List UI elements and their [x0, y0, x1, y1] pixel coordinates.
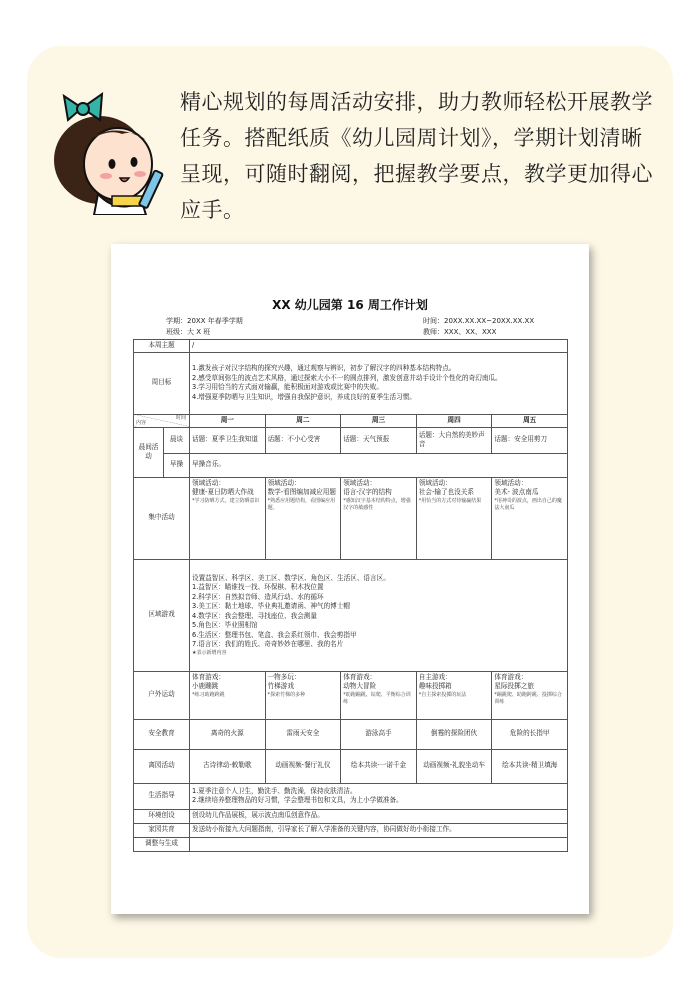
focus-area: 领域活动： — [494, 478, 528, 487]
focus-name: 语言-汉字的结构 — [343, 488, 392, 496]
life-list — [190, 783, 568, 809]
env-label: 环境创设 — [134, 809, 190, 823]
zone-label: 区域游戏 — [134, 559, 190, 671]
focus-note: *用恰当的方式对待输赢结果 — [418, 497, 482, 504]
safety-cell: 危险的长指甲 — [492, 719, 568, 749]
zone-item: 设置益智区、科学区、美工区、数学区、角色区、生活区、语言区。 — [192, 573, 390, 582]
zone-item: 5.角色区：毕业照相馆 — [192, 621, 258, 629]
outdoor-type: 一物多玩： — [267, 672, 301, 681]
outdoor-cell — [341, 671, 417, 719]
outdoor-cell — [492, 671, 568, 719]
day-header: 周三 — [341, 414, 417, 427]
focus-name: 社会-输了也没关系 — [418, 488, 474, 496]
env-value: 创设幼儿作品展板，展示波点南瓜创意作品。 — [190, 809, 568, 823]
talk-cell: 话题：夏季卫生我知道 — [190, 427, 266, 453]
theme-value: / — [190, 340, 568, 353]
plan-table — [133, 339, 568, 852]
weekly-plan-document — [111, 244, 589, 914]
girl-avatar-illustration — [42, 90, 167, 215]
outdoor-type: 体育游戏： — [494, 672, 528, 681]
zone-list — [190, 559, 568, 671]
outdoor-cell — [190, 671, 266, 719]
day-header: 周二 — [265, 414, 341, 427]
goal-list — [190, 352, 568, 414]
home-value: 发送幼小衔接九大问题指南，引导家长了解入学准备的关键内容，协同做好幼小衔接工作。 — [190, 823, 568, 837]
safety-cell: 倒霉的探险团伙 — [416, 719, 492, 749]
class-text: 班级：大 X 班 — [166, 328, 211, 336]
zone-note: ★表示新增内容 — [192, 649, 227, 656]
outdoor-cell — [265, 671, 341, 719]
focus-area: 领域活动： — [267, 478, 301, 487]
intro-paragraph: 精心规划的每周活动安排，助力教师轻松开展教学任务。搭配纸质《幼儿园周计划》，学期计划清晰呈现，可随时翻阅，把握教学要点，教学更加得心应手。 — [180, 90, 653, 222]
leaving-cell: 绘本共读-一诺千金 — [341, 749, 417, 783]
talk-cell: 话题：大自然的美妙声音 — [416, 427, 492, 453]
day-header: 周四 — [416, 414, 492, 427]
focus-cell — [416, 477, 492, 559]
safety-cell: 雷雨天安全 — [265, 719, 341, 749]
focus-area: 领域活动： — [343, 478, 377, 487]
focus-label: 集中活动 — [134, 477, 190, 559]
talk-label: 晨谈 — [164, 427, 190, 453]
goal-label: 周目标 — [134, 352, 190, 414]
leaving-cell: 动画视频-礼貌坐动车 — [416, 749, 492, 783]
outdoor-label: 户外运动 — [134, 671, 190, 719]
leaving-label: 离园活动 — [134, 749, 190, 783]
outdoor-name: 小鹿蹦跳 — [192, 682, 219, 690]
leaving-cell: 动画视频-餐厅礼仪 — [265, 749, 341, 783]
safety-cell: 游泳高手 — [341, 719, 417, 749]
doc-title: XX 幼儿园第 16 周工作计划 — [272, 298, 428, 312]
outdoor-type: 体育游戏： — [192, 672, 225, 681]
morning-label: 晨间活动 — [134, 427, 164, 477]
goal-item: 4.增强夏季防晒与卫生知识，增强自我保护意识，养成良好的夏季生活习惯。 — [192, 392, 416, 401]
talk-cell: 话题：安全用剪刀 — [492, 427, 568, 453]
focus-name: 健康-夏日防晒大作战 — [192, 488, 254, 496]
exercise-label: 早操 — [164, 453, 190, 477]
life-item: 1.夏季注意个人卫生，勤洗手、勤洗澡，保持皮肤清洁。 — [192, 786, 357, 795]
outdoor-note: *练习助跑跨跳 — [192, 691, 225, 698]
talk-cell: 话题：天气预报 — [341, 427, 417, 453]
outdoor-name: 星际投掷之旅 — [494, 682, 534, 690]
life-label: 生活指导 — [134, 783, 190, 809]
focus-note: *感知汉字基本结构特点，增强汉字的敏感性 — [343, 497, 411, 511]
goal-item: 2.感受草间弥生的波点艺术风格，通过探索大小不一的圆点排列，激发创意并动手设计个性化的奇幻南瓜。 — [192, 373, 502, 382]
outdoor-note: *蹦跳爬、助跑跨跳、投掷综合训练 — [494, 691, 562, 705]
zone-item: 3.美工区：黏土地球、毕业典礼邀请函、神气的博士帽 — [192, 602, 350, 610]
focus-cell — [190, 477, 266, 559]
theme-label: 本周主题 — [134, 340, 190, 353]
corner-time-label: 时间 — [175, 414, 186, 421]
outdoor-name: 趣味投掷箱 — [418, 682, 452, 690]
semester-text: 学期：20XX 年春季学期 — [166, 317, 243, 325]
outdoor-note: *探索竹梯的多种 — [267, 691, 306, 698]
outdoor-type: 体育游戏： — [343, 672, 377, 681]
day-header: 周五 — [492, 414, 568, 427]
outdoor-type: 自主游戏： — [418, 672, 452, 681]
outdoor-note: *助跑蹦跳、钻爬、平衡综合训练 — [343, 691, 411, 705]
focus-cell — [265, 477, 341, 559]
outdoor-name: 竹梯游戏 — [267, 682, 294, 690]
day-header: 周一 — [190, 414, 266, 427]
focus-cell — [492, 477, 568, 559]
leaving-cell: 古诗律动-敕勒歌 — [190, 749, 266, 783]
zone-item: 1.益智区：瞄谁找一找、环保棋、积木找位置 — [192, 583, 324, 591]
focus-area: 领域活动： — [192, 478, 225, 487]
outdoor-name: 动物大冒险 — [343, 682, 377, 690]
zone-item: 2.科学区：自然拟音师、造风行动、水的循环 — [192, 592, 324, 601]
home-label: 家园共育 — [134, 823, 190, 837]
zone-item: 4.数学区：我会整理、寻找座位、我会测量 — [192, 611, 317, 620]
outdoor-cell — [416, 671, 492, 719]
outdoor-note: *自主探索投掷的玩法 — [418, 691, 467, 698]
focus-name: 数学-看图编加减应用题 — [267, 488, 336, 496]
talk-cell: 话题：不小心受害 — [265, 427, 341, 453]
focus-note: *学习防晒方式，建立防晒意识 — [192, 497, 260, 504]
zone-item: 7.语言区：我们的姓氏、奇奇妙妙在哪里、我的名片 — [192, 640, 344, 648]
exercise-value: 早操音乐。 — [190, 453, 568, 477]
safety-label: 安全教育 — [134, 719, 190, 749]
zone-item: 6.生活区：整理书包、笔盒、我会系红领巾、我会剪指甲 — [192, 630, 357, 639]
corner-content-label: 内容 — [136, 419, 147, 426]
adjust-value — [190, 837, 568, 851]
focus-cell — [341, 477, 417, 559]
adjust-label: 调整与生成 — [134, 837, 190, 851]
focus-note: *用神奇的波点，画出自己的魔法大南瓜 — [494, 497, 562, 511]
focus-name: 美术- 波点南瓜 — [494, 488, 539, 496]
life-item: 2.继续培养整理物品的好习惯，学会整理书包和文具，为上小学做准备。 — [192, 796, 403, 804]
goal-item: 3.学习用恰当的方式面对输赢，能积极面对游戏或比赛中的失败。 — [192, 383, 383, 391]
focus-note: *熟悉应用题结构，看图编应用题。 — [267, 497, 336, 511]
time-text: 时间：20XX.XX.XX~20XX.XX.XX — [423, 317, 535, 325]
focus-area: 领域活动： — [418, 478, 452, 487]
safety-cell: 离奇的火源 — [190, 719, 266, 749]
goal-item: 1.激发孩子对汉字结构的探究兴趣，通过观察与辨识，初步了解汉字的四种基本结构特点。 — [192, 364, 456, 372]
header-corner — [134, 414, 190, 427]
leaving-cell: 绘本共读-精卫填海 — [492, 749, 568, 783]
teacher-text: 教师：XXX、XX、XXX — [423, 328, 497, 336]
